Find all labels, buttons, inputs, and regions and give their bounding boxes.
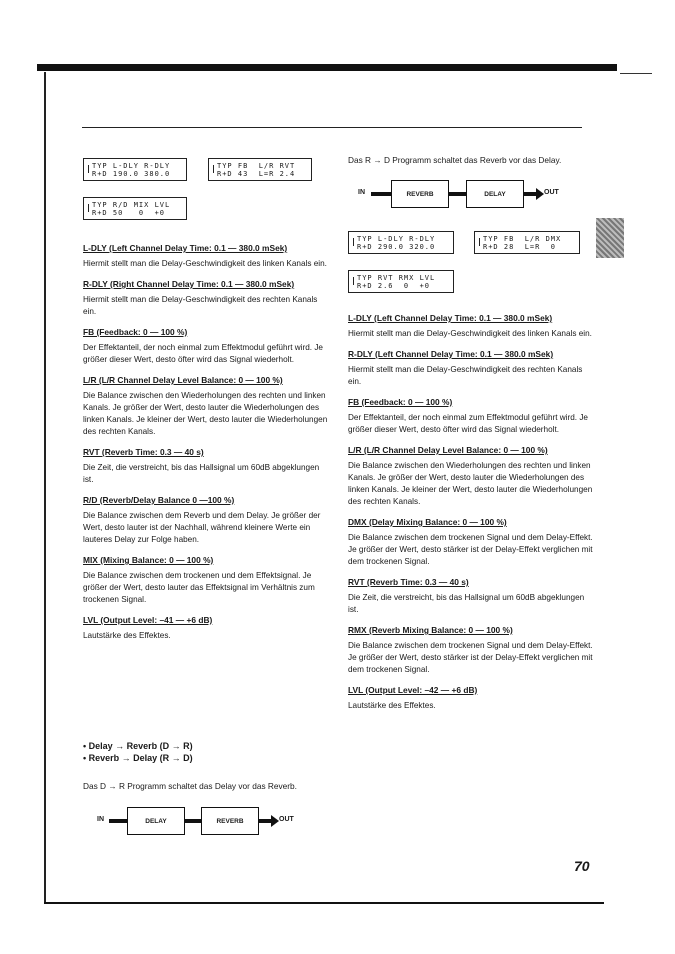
lcd-display: [348, 231, 454, 254]
in-label: IN: [97, 816, 104, 823]
param-section: [348, 313, 593, 340]
param-description: Die Balance zwischen dem Reverb und dem Delay. Je größer der Wert, desto lauter ist der Nachhall, während kleinere Werte ein lauteres Delay zur Folge haben.: [83, 511, 321, 544]
lcd-line: R+D 28 L=R 0: [483, 243, 557, 251]
lcd-line: TYP FB L/R DMX: [483, 235, 562, 243]
connector-line: [371, 192, 391, 196]
param-heading: RVT (Reverb Time: 0.3 — 40 s): [348, 577, 469, 587]
bottom-rule: [44, 902, 604, 904]
lcd-line: R+D 50 0 +0: [92, 209, 166, 217]
param-description: Hiermit stellt man die Delay-Geschwindigkeit des rechten Kanals ein.: [348, 365, 583, 386]
page-number: 70: [574, 858, 590, 874]
lcd-display: [474, 231, 580, 254]
param-description: Lautstärke des Effektes.: [348, 701, 436, 710]
param-description: Lautstärke des Effektes.: [83, 631, 171, 640]
signal-flow-d-to-r: [97, 807, 307, 835]
param-section: [348, 517, 593, 568]
program-list: [83, 740, 193, 764]
param-section: [83, 243, 328, 270]
lcd-display: [348, 270, 454, 293]
param-heading: L-DLY (Left Channel Delay Time: 0.1 — 380.0 mSek): [348, 313, 553, 323]
lcd-line: TYP FB L/R RVT: [217, 162, 296, 170]
delay-block: DELAY: [466, 180, 524, 208]
lcd-line: R+D 290.0 320.0: [357, 243, 436, 251]
out-label: OUT: [544, 189, 559, 196]
param-heading: LVL (Output Level: –42 — +6 dB): [348, 685, 478, 695]
param-section: [83, 495, 328, 546]
param-heading: MIX (Mixing Balance: 0 — 100 %): [83, 555, 214, 565]
header-rule: [82, 127, 582, 128]
param-section: [348, 625, 593, 676]
param-heading: R-DLY (Left Channel Delay Time: 0.1 — 380.0 mSek): [348, 349, 554, 359]
lcd-line: TYP L-DLY R-DLY: [92, 162, 171, 170]
param-description: Hiermit stellt man die Delay-Geschwindigkeit des rechten Kanals ein.: [83, 295, 318, 316]
param-heading: R-DLY (Right Channel Delay Time: 0.1 — 380.0 mSek): [83, 279, 295, 289]
connector-line: [109, 819, 127, 823]
left-column: [83, 243, 328, 651]
lcd-display: [83, 197, 187, 220]
top-rule-tip: [620, 73, 652, 74]
program-reverb-delay: • Reverb → Delay (R → D): [83, 753, 193, 763]
lcd-display: [208, 158, 312, 181]
lcd-line: TYP L-DLY R-DLY: [357, 235, 436, 243]
out-label: OUT: [279, 816, 294, 823]
lcd-line: TYP RVT RMX LVL: [357, 274, 436, 282]
param-heading: L-DLY (Left Channel Delay Time: 0.1 — 380.0 mSek): [83, 243, 288, 253]
param-description: Hiermit stellt man die Delay-Geschwindigkeit des linken Kanals ein.: [83, 259, 327, 268]
param-heading: L/R (L/R Channel Delay Level Balance: 0 — 100 %): [348, 445, 548, 455]
intro-r-to-d: Das R → D Programm schaltet das Reverb vor das Delay.: [348, 155, 562, 165]
param-section: [83, 615, 328, 642]
intro-d-to-r: Das D → R Programm schaltet das Delay vor das Reverb.: [83, 781, 297, 791]
param-section: [348, 685, 593, 712]
param-heading: R/D (Reverb/Delay Balance 0 —100 %): [83, 495, 235, 505]
param-heading: FB (Feedback: 0 — 100 %): [83, 327, 188, 337]
reverb-block: REVERB: [391, 180, 449, 208]
param-description: Hiermit stellt man die Delay-Geschwindigkeit des linken Kanals ein.: [348, 329, 592, 338]
param-description: Die Balance zwischen dem trockenen und dem Effektsignal. Je größer der Wert, desto lauter das Effektsignal im Verhältnis zum trockenen Signal.: [83, 571, 315, 604]
param-section: [83, 279, 328, 318]
thumb-index-tab: [596, 218, 624, 258]
param-description: Die Zeit, die verstreicht, bis das Hallsignal um 60dB abgeklungen ist.: [83, 463, 320, 484]
param-heading: FB (Feedback: 0 — 100 %): [348, 397, 453, 407]
param-section: [83, 555, 328, 606]
param-section: [83, 327, 328, 366]
lcd-line: R+D 190.0 380.0: [92, 170, 171, 178]
top-rule: [37, 64, 617, 71]
param-description: Die Balance zwischen den Wiederholungen des rechten und linken Kanals. Je größer der Wert, desto lauter die Wiederholungen des linken Kanals. Je kleiner der Wert, desto lauter die Wiederholungen des rechten Kanals.: [348, 461, 593, 506]
param-description: Die Zeit, die verstreicht, bis das Hallsignal um 60dB abgeklungen ist.: [348, 593, 585, 614]
param-section: [348, 349, 593, 388]
param-heading: LVL (Output Level: –41 — +6 dB): [83, 615, 213, 625]
program-delay-reverb: • Delay → Reverb (D → R): [83, 741, 193, 751]
reverb-block: REVERB: [201, 807, 259, 835]
left-margin-rule: [44, 72, 46, 902]
right-column: [348, 313, 593, 721]
param-description: Die Balance zwischen dem trockenen Signal und dem Delay-Effekt. Je größer der Wert, desto stärker ist der Delay-Effekt verglichen mit dem trockenen Signal.: [348, 533, 593, 566]
connector-line: [185, 819, 201, 823]
param-section: [348, 445, 593, 508]
param-description: Der Effektanteil, der noch einmal zum Effektmodul geführt wird. Je größer dieser Wert, desto öfter wird das Signal wiederholt.: [348, 413, 588, 434]
param-heading: RVT (Reverb Time: 0.3 — 40 s): [83, 447, 204, 457]
param-description: Der Effektanteil, der noch einmal zum Effektmodul geführt wird. Je größer dieser Wert, desto öfter wird das Signal wiederholt.: [83, 343, 323, 364]
arrow-right-icon: [271, 815, 279, 827]
lcd-line: TYP R/D MIX LVL: [92, 201, 171, 209]
lcd-display: [83, 158, 187, 181]
delay-block: DELAY: [127, 807, 185, 835]
lcd-line: R+D 2.6 0 +0: [357, 282, 431, 290]
param-description: Die Balance zwischen den Wiederholungen des rechten und linken Kanals. Je größer der Wert, desto lauter die Wiederholungen des linken Kanals. Je kleiner der Wert, desto lauter die Wiederholungen des rechten Kanals.: [83, 391, 328, 436]
signal-flow-r-to-d: [358, 180, 568, 208]
lcd-line: R+D 43 L=R 2.4: [217, 170, 296, 178]
arrow-right-icon: [536, 188, 544, 200]
param-section: [348, 397, 593, 436]
param-section: [348, 577, 593, 616]
param-section: [83, 447, 328, 486]
param-section: [83, 375, 328, 438]
param-heading: RMX (Reverb Mixing Balance: 0 — 100 %): [348, 625, 513, 635]
param-heading: L/R (L/R Channel Delay Level Balance: 0 — 100 %): [83, 375, 283, 385]
in-label: IN: [358, 189, 365, 196]
param-heading: DMX (Delay Mixing Balance: 0 — 100 %): [348, 517, 507, 527]
connector-line: [449, 192, 466, 196]
param-description: Die Balance zwischen dem trockenen Signal und dem Delay-Effekt. Je größer der Wert, desto stärker ist der Delay-Effekt verglichen mit dem trockenen Signal.: [348, 641, 593, 674]
